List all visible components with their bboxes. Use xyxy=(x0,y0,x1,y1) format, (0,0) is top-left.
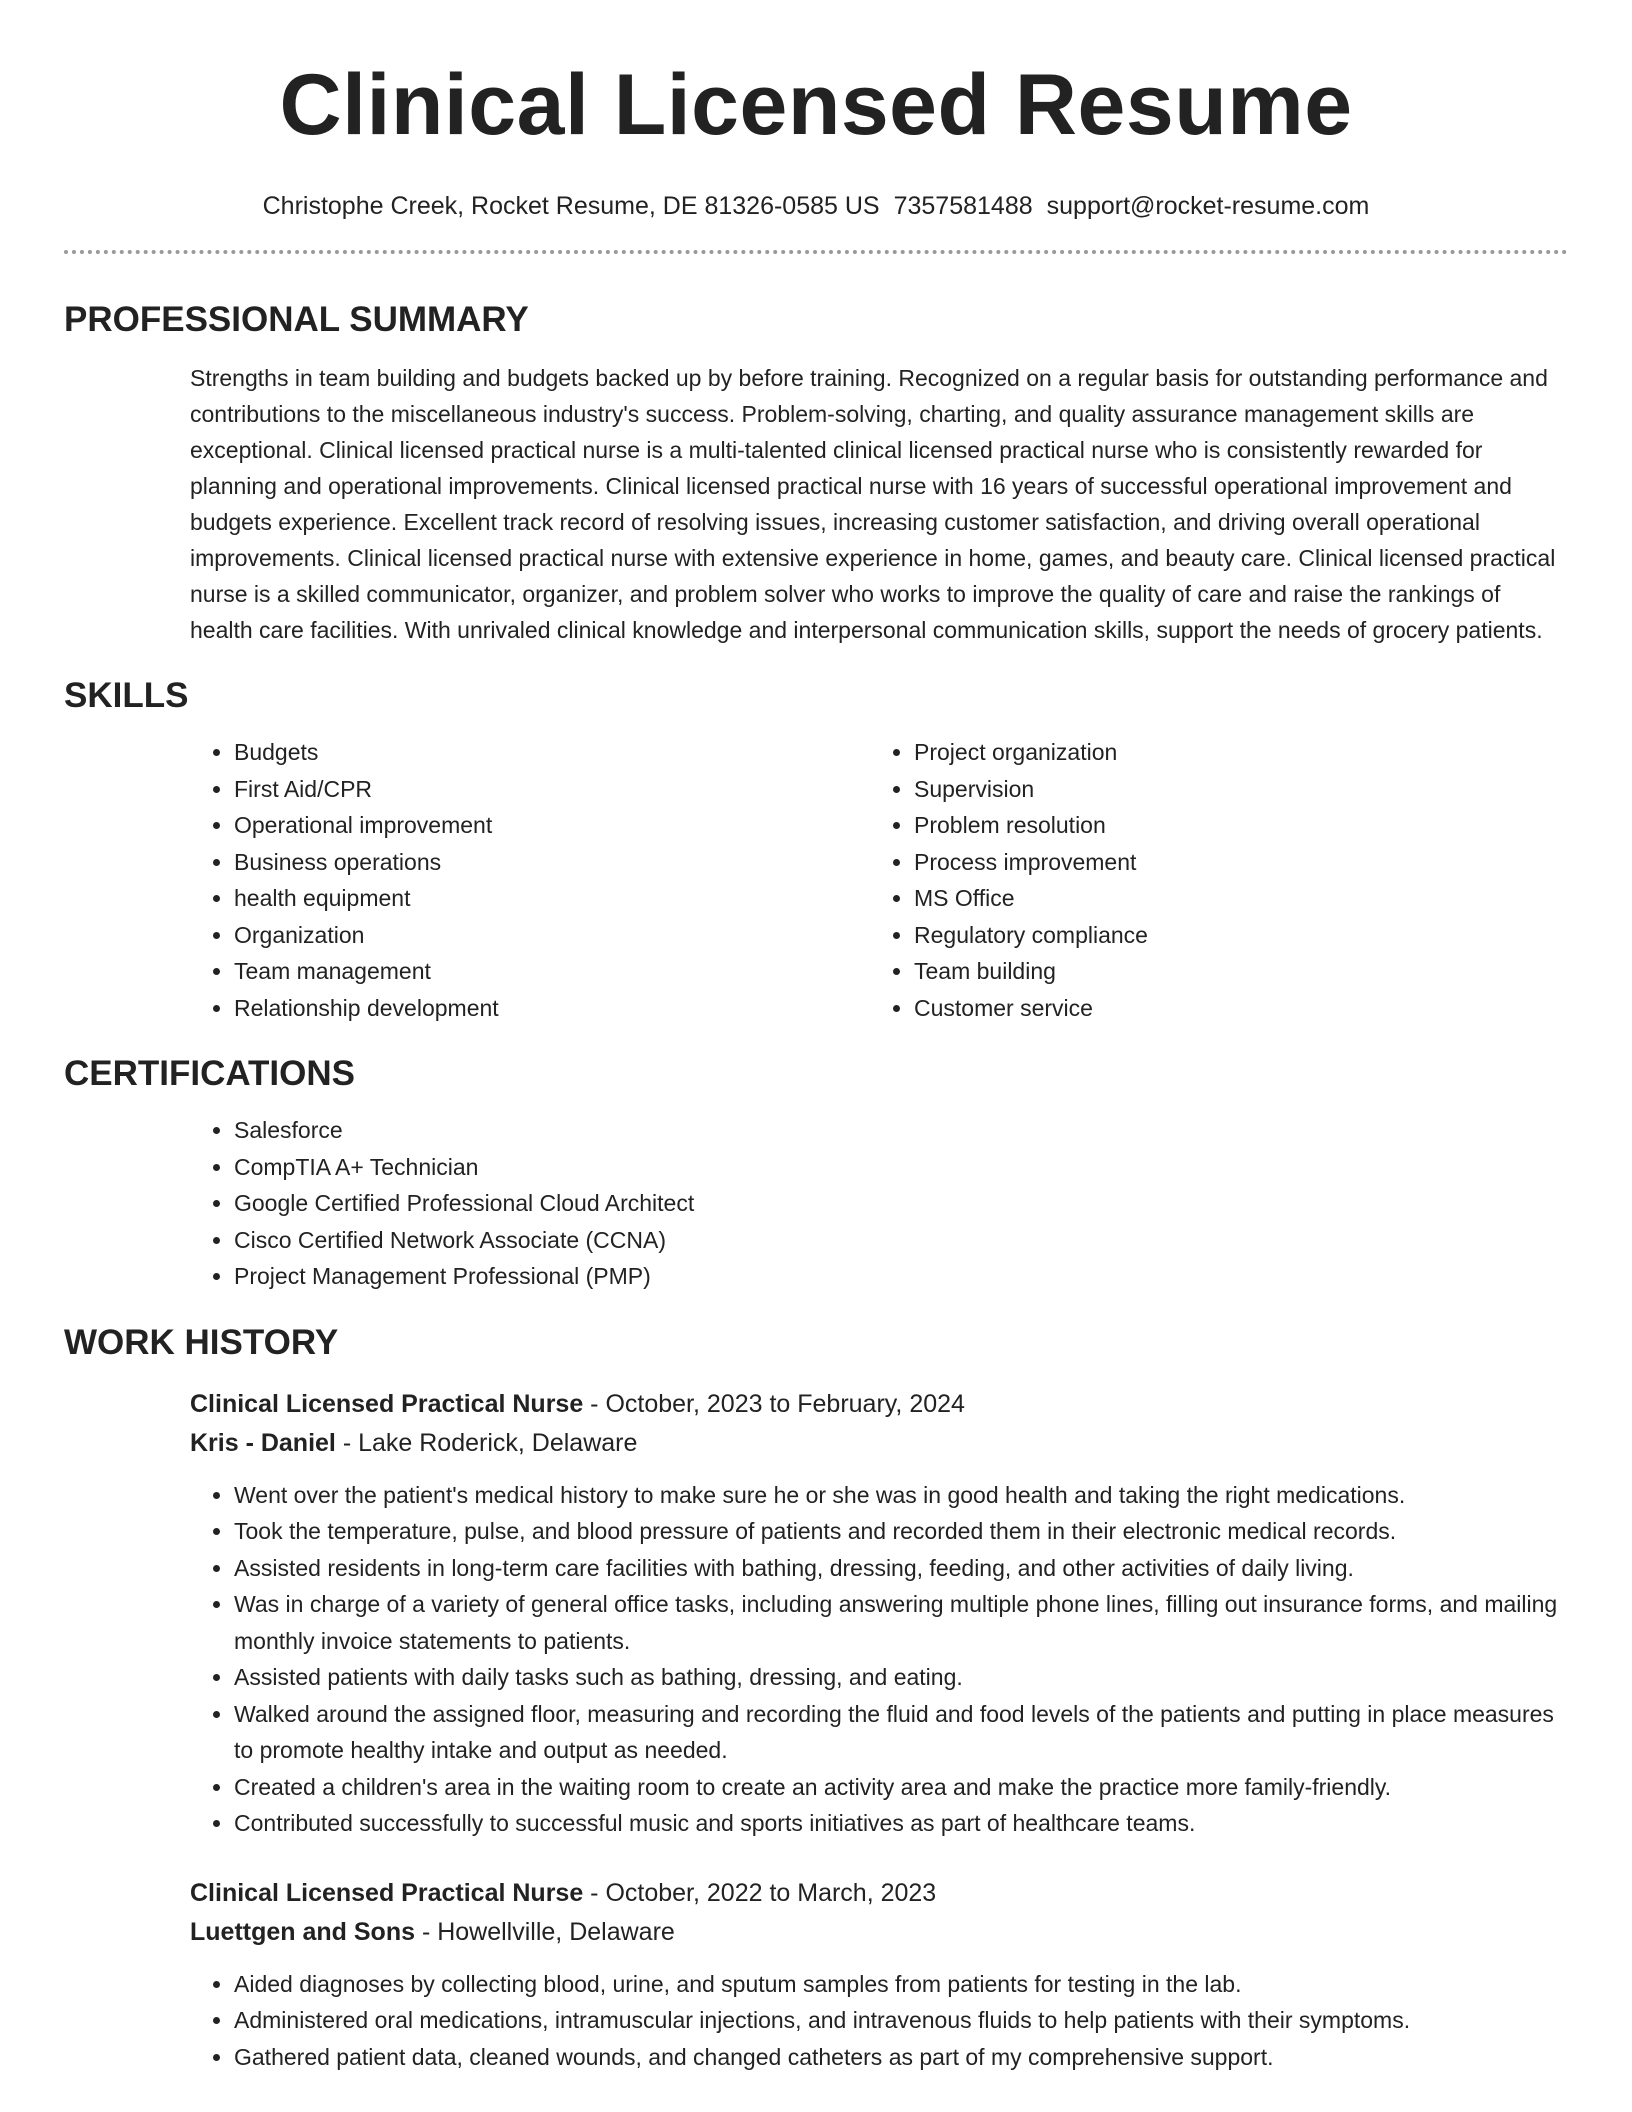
skills-heading: SKILLS xyxy=(64,676,189,715)
job-bullet: • Gathered patient data, cleaned wounds, and changed catheters as part of my comprehensive support. xyxy=(234,2039,1568,2076)
job-company: Kris - Daniel xyxy=(190,1428,336,1457)
skill-item: • Team management xyxy=(234,953,870,990)
job-entry xyxy=(190,1385,1568,1842)
skill-item: • Process improvement xyxy=(914,844,1550,881)
work-history-heading: WORK HISTORY xyxy=(64,1322,339,1362)
job-bullet: • Aided diagnoses by collecting blood, urine, and sputum samples from patients for testing in the lab. xyxy=(234,1966,1568,2003)
job-bullet: • Took the temperature, pulse, and blood pressure of patients and recorded them in their electronic medical records. xyxy=(234,1513,1568,1550)
job-bullet-list xyxy=(190,1966,1568,2076)
contact-line xyxy=(64,188,1568,224)
job-bullet: • Assisted residents in long-term care facilities with bathing, dressing, feeding, and other activities of daily living. xyxy=(234,1550,1568,1587)
job-location: - Howellville, Delaware xyxy=(415,1917,675,1946)
skill-item: • Business operations xyxy=(234,844,870,881)
skill-item: • Budgets xyxy=(234,734,870,771)
job-location: - Lake Roderick, Delaware xyxy=(335,1428,638,1457)
certifications-heading: CERTIFICATIONS xyxy=(64,1054,356,1093)
job-company-line xyxy=(190,1913,1568,1952)
certification-item: • Salesforce xyxy=(234,1112,1568,1149)
skills-list xyxy=(190,734,1568,1026)
skill-item: • First Aid/CPR xyxy=(234,771,870,808)
job-bullet: • Was in charge of a variety of general office tasks, including answering multiple phone lines, filling out insurance forms, and mailing monthly invoice statements to patients. xyxy=(234,1586,1568,1659)
skill-item: • MS Office xyxy=(914,880,1550,917)
job-title: Clinical Licensed Practical Nurse xyxy=(190,1878,584,1907)
summary-text: Strengths in team building and budgets backed up by before training. Recognized on a regular basis for outstanding performance and contributions to the miscellaneous industry's success. Problem-solving, charting, and quality assurance management skills are exceptional. Clinical licensed practical nurse is a multi-talented clinical licensed practical nurse who is consistently rewarded for planning and operational improvements. Clinical licensed practical nurse with 16 years of successful operational improvement and budgets experience. Excellent track record of resolving issues, increasing customer satisfaction, and driving overall operational improvements. Clinical licensed practical nurse with extensive experience in home, games, and beauty care. Clinical licensed practical nurse is a skilled communicator, organizer, and problem solver who works to improve the quality of care and raise the rankings of health care facilities. With unrivaled clinical knowledge and interpersonal communication skills, support the needs of grocery patients. xyxy=(190,365,1556,643)
header-divider xyxy=(64,250,1568,254)
certification-item: • CompTIA A+ Technician xyxy=(234,1149,1568,1186)
skill-item: • Regulatory compliance xyxy=(914,917,1550,954)
job-bullet: • Created a children's area in the waiting room to create an activity area and make the practice more family-friendly. xyxy=(234,1769,1568,1806)
job-bullet: • Contributed successfully to successful music and sports initiatives as part of healthcare teams. xyxy=(234,1805,1568,1842)
skill-item: • Operational improvement xyxy=(234,807,870,844)
job-bullet-list xyxy=(190,1477,1568,1842)
summary-heading: PROFESSIONAL SUMMARY xyxy=(64,300,529,339)
skill-item: • Customer service xyxy=(914,990,1550,1027)
job-dates: - October, 2023 to February, 2024 xyxy=(583,1389,965,1418)
job-bullet: • Walked around the assigned floor, measuring and recording the fluid and food levels of the patients and putting in place measures to promote healthy intake and output as needed. xyxy=(234,1696,1568,1769)
certifications-list xyxy=(190,1112,1568,1295)
job-bullet: • Assisted patients with daily tasks such as bathing, dressing, and eating. xyxy=(234,1659,1568,1696)
skills-column-right xyxy=(870,734,1550,1026)
job-title-line xyxy=(190,1385,1568,1424)
skill-item: • Relationship development xyxy=(234,990,870,1027)
certification-item: • Google Certified Professional Cloud Architect xyxy=(234,1185,1568,1222)
skill-item: • Supervision xyxy=(914,771,1550,808)
job-company-line xyxy=(190,1424,1568,1463)
resume-page xyxy=(64,50,1568,2075)
certification-item: • Project Management Professional (PMP) xyxy=(234,1258,1568,1295)
job-title: Clinical Licensed Practical Nurse xyxy=(190,1389,584,1418)
contact-email: support@rocket-resume.com xyxy=(1046,192,1370,220)
skills-column-left xyxy=(190,734,870,1026)
certification-item: • Cisco Certified Network Associate (CCNA) xyxy=(234,1222,1568,1259)
job-bullet: • Administered oral medications, intramuscular injections, and intravenous fluids to help patients with their symptoms. xyxy=(234,2002,1568,2039)
job-company: Luettgen and Sons xyxy=(190,1917,415,1946)
resume-title: Clinical Licensed Resume xyxy=(279,57,1353,153)
job-bullet: • Went over the patient's medical history to make sure he or she was in good health and taking the right medications. xyxy=(234,1477,1568,1514)
job-title-line xyxy=(190,1874,1568,1913)
skill-item: • Project organization xyxy=(914,734,1550,771)
contact-address: Christophe Creek, Rocket Resume, DE 81326-0585 US xyxy=(262,192,880,220)
skill-item: • Problem resolution xyxy=(914,807,1550,844)
skill-item: • Team building xyxy=(914,953,1550,990)
job-dates: - October, 2022 to March, 2023 xyxy=(583,1878,937,1907)
job-entry xyxy=(190,1874,1568,2076)
contact-phone: 7357581488 xyxy=(893,192,1033,220)
skill-item: • health equipment xyxy=(234,880,870,917)
skill-item: • Organization xyxy=(234,917,870,954)
